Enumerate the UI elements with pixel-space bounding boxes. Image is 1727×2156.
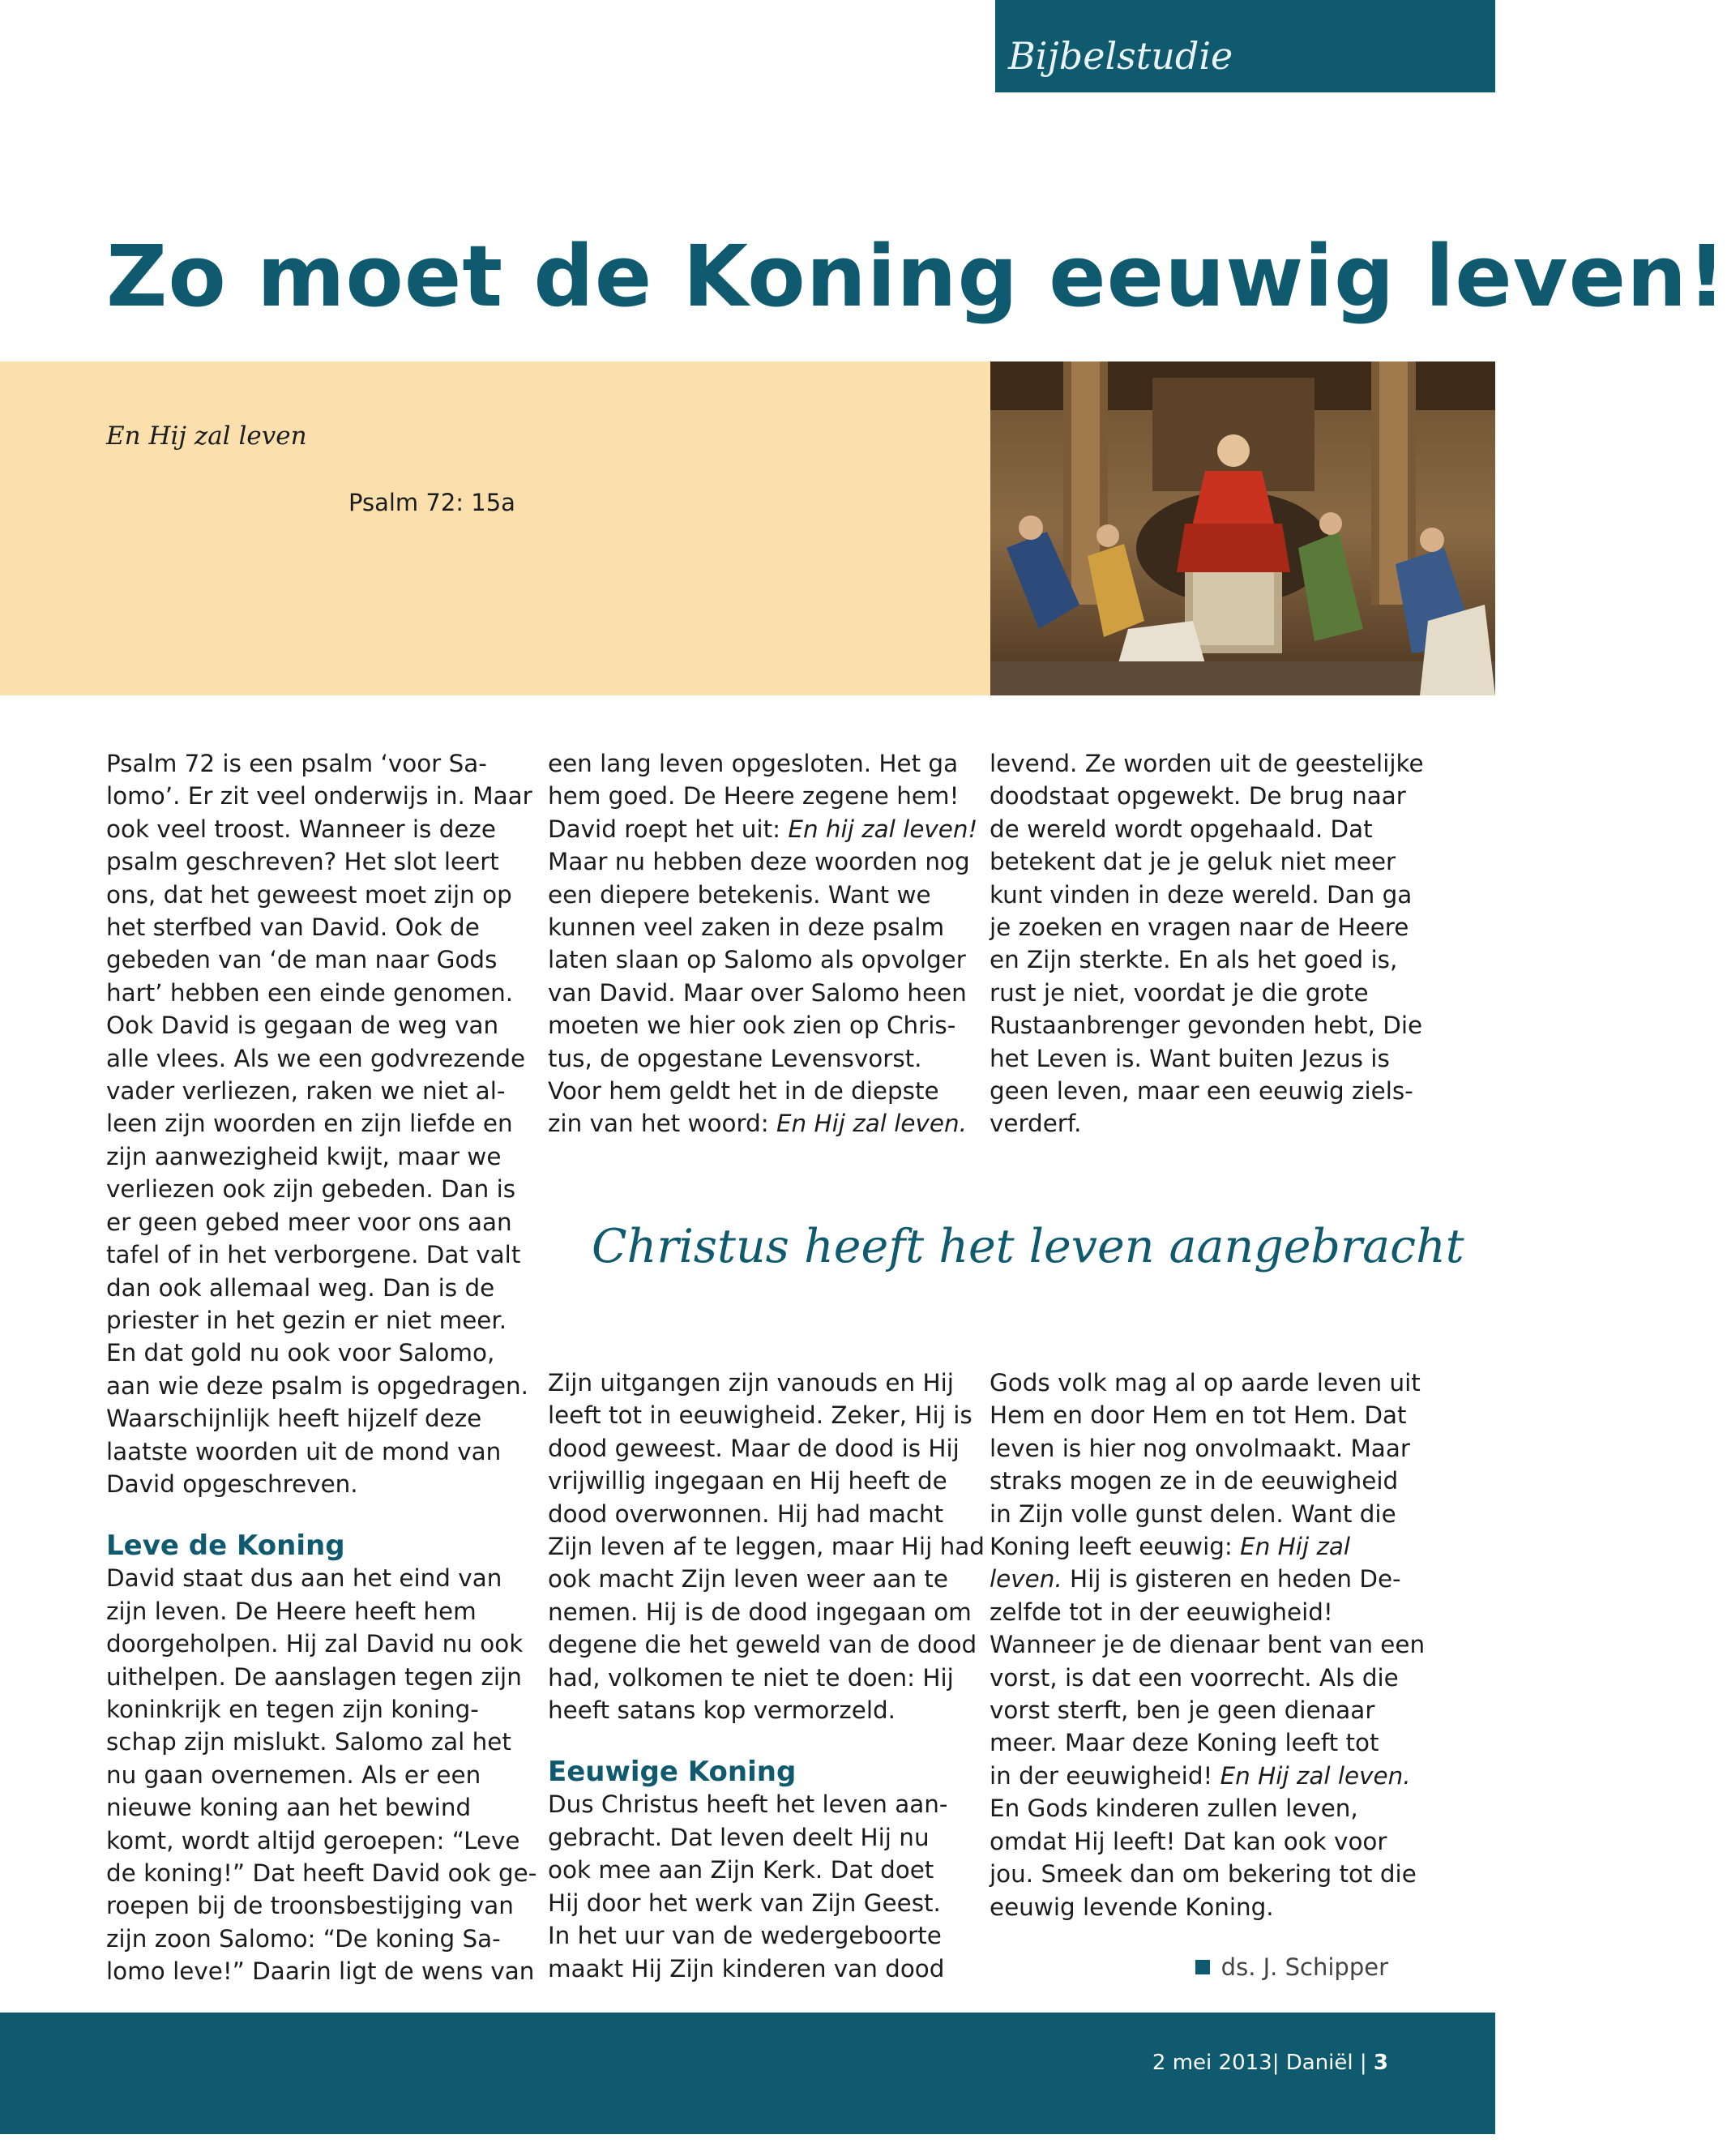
body-line: David opgeschreven. xyxy=(106,1469,358,1498)
body-line: komt, wordt altijd geroepen: “Leve xyxy=(106,1826,520,1854)
footer-info xyxy=(1152,2051,1388,2075)
body-line: Gods volk mag al op aarde leven uit xyxy=(990,1369,1421,1397)
body-line: dan ook allemaal weg. Dan is de xyxy=(106,1273,495,1302)
page-title: Zo moet de Koning eeuwig leven! xyxy=(106,227,1727,326)
body-line: je zoeken en vragen naar de Heere xyxy=(990,913,1409,942)
square-bullet-icon xyxy=(1195,1960,1210,1974)
text-column-4 xyxy=(548,1367,985,1985)
body-line: David staat dus aan het eind van xyxy=(106,1564,502,1593)
body-line: dood geweest. Maar de dood is Hij xyxy=(548,1434,960,1462)
body-line: ook veel troost. Wanneer is deze xyxy=(106,815,496,843)
body-line: geen leven, maar een eeuwig ziels- xyxy=(990,1077,1413,1106)
body-line: en Zijn sterkte. En als het goed is, xyxy=(990,946,1398,974)
body-line: Maar nu hebben deze woorden nog xyxy=(548,848,970,876)
page-number: 3 xyxy=(1373,2051,1388,2075)
body-line: maakt Hij Zijn kinderen van dood xyxy=(548,1954,945,1983)
body-line: vader verliezen, raken we niet al- xyxy=(106,1077,506,1106)
body-line: vrijwillig ingegaan en Hij heeft de xyxy=(548,1467,947,1495)
body-line: ons, dat het geweest moet zijn op xyxy=(106,880,512,909)
body-line: nemen. Hij is de dood ingegaan om xyxy=(548,1598,972,1626)
body-line: En Gods kinderen zullen leven, xyxy=(990,1795,1358,1823)
section-heading: Leve de Koning xyxy=(106,1529,345,1563)
body-line: verliezen ook zijn gebeden. Dan is xyxy=(106,1175,516,1204)
footer-separator: | xyxy=(1359,2051,1367,2075)
body-line: kunnen veel zaken in deze psalm xyxy=(548,913,945,942)
body-line: betekent dat je je geluk niet meer xyxy=(990,848,1396,876)
section-heading: Eeuwige Koning xyxy=(548,1756,797,1789)
body-line: leen zijn woorden en zijn liefde en xyxy=(106,1110,513,1138)
body-line: kunt vinden in deze wereld. Dan ga xyxy=(990,880,1413,909)
painting-image xyxy=(990,361,1495,695)
body-line: laatste woorden uit de mond van xyxy=(106,1437,502,1465)
body-line: lomo leve!” Daarin ligt de wens van xyxy=(106,1957,535,1986)
body-line: Hem en door Hem en tot Hem. Dat xyxy=(990,1401,1407,1430)
body-line: Koning leeft eeuwig: En Hij zal xyxy=(990,1533,1351,1561)
body-line: leeft tot in eeuwigheid. Zeker, Hij is xyxy=(548,1401,973,1430)
body-line: koninkrijk en tegen zijn koning- xyxy=(106,1695,479,1723)
body-line: hart’ hebben een einde genomen. xyxy=(106,978,514,1007)
body-line: ook macht Zijn leven weer aan te xyxy=(548,1565,948,1593)
body-line: lomo’. Er zit veel onderwijs in. Maar xyxy=(106,782,532,811)
body-line: Hij door het werk van Zijn Geest. xyxy=(548,1889,941,1917)
body-line: dood overwonnen. Hij had macht xyxy=(548,1499,944,1528)
body-line: nieuwe koning aan het bewind xyxy=(106,1794,472,1822)
body-line: de wereld wordt opgehaald. Dat xyxy=(990,815,1373,843)
section-tab xyxy=(995,0,1495,92)
body-line: schap zijn mislukt. Salomo zal het xyxy=(106,1728,511,1756)
body-line: verderf. xyxy=(990,1110,1082,1138)
body-line: ook mee aan Zijn Kerk. Dat doet xyxy=(548,1856,934,1884)
painting-throne-icon xyxy=(990,361,1495,695)
quote-reference: Psalm 72: 15a xyxy=(348,489,515,516)
body-line: Voor hem geldt het in de diepste xyxy=(548,1077,939,1106)
body-line: een diepere betekenis. Want we xyxy=(548,880,931,909)
body-line: hem goed. De Heere zegene hem! xyxy=(548,782,960,811)
body-line: Rustaanbrenger gevonden hebt, Die xyxy=(990,1012,1423,1040)
subheading: Christus heeft het leven aangebracht xyxy=(592,1220,1464,1273)
body-line: David roept het uit: En hij zal leven! xyxy=(548,815,978,843)
body-line: straks mogen ze in de eeuwigheid xyxy=(990,1467,1399,1495)
body-line: Ook David is gegaan de weg van xyxy=(106,1012,499,1040)
body-line: moeten we hier ook zien op Chris- xyxy=(548,1012,956,1040)
body-line: En dat gold nu ook voor Salomo, xyxy=(106,1339,495,1367)
body-line: meer. Maar deze Koning leeft tot xyxy=(990,1729,1379,1757)
body-line: In het uur van de wedergeboorte xyxy=(548,1922,942,1950)
body-line: in der eeuwigheid! En Hij zal leven. xyxy=(990,1761,1411,1790)
text-column-3 xyxy=(990,747,1424,1140)
body-line: gebeden van ‘de man naar Gods xyxy=(106,946,498,974)
body-line: vorst sterft, ben je geen dienaar xyxy=(990,1696,1375,1725)
author-name: ds. J. Schipper xyxy=(1220,1953,1388,1981)
body-line: leven is hier nog onvolmaakt. Maar xyxy=(990,1434,1410,1462)
body-line: uithelpen. De aanslagen tegen zijn xyxy=(106,1662,522,1691)
body-line: leven. Hij is gisteren en heden De- xyxy=(990,1565,1401,1593)
body-line: Psalm 72 is een psalm ‘voor Sa- xyxy=(106,750,487,777)
author-signature xyxy=(1195,1953,1388,1981)
body-line: het sterfbed van David. Ook de xyxy=(106,913,480,942)
body-line: heeft satans kop vermorzeld. xyxy=(548,1696,896,1725)
body-line: Dus Christus heeft het leven aan- xyxy=(548,1790,948,1819)
body-line: de koning!” Dat heeft David ook ge- xyxy=(106,1859,537,1887)
body-line: jou. Smeek dan om bekering tot die xyxy=(990,1860,1417,1889)
body-line: doorgeholpen. Hij zal David nu ook xyxy=(106,1630,524,1658)
body-line: het Leven is. Want buiten Jezus is xyxy=(990,1044,1390,1072)
body-line: degene die het geweld van de dood xyxy=(548,1631,977,1659)
body-line: van David. Maar over Salomo heen xyxy=(548,978,967,1007)
body-line: zijn leven. De Heere heeft hem xyxy=(106,1597,477,1625)
body-line: alle vlees. Als we een godvrezende xyxy=(106,1044,526,1072)
body-line: in Zijn volle gunst delen. Want die xyxy=(990,1499,1396,1528)
body-line: omdat Hij leeft! Dat kan ook voor xyxy=(990,1827,1387,1855)
text-column-1 xyxy=(106,747,536,1988)
body-line: priester in het gezin er niet meer. xyxy=(106,1306,507,1334)
footer-date: 2 mei 2013| xyxy=(1152,2051,1280,2075)
body-line: roepen bij de troonsbestijging van xyxy=(106,1892,514,1920)
body-line: psalm geschreven? Het slot leert xyxy=(106,848,499,876)
body-line: zelfde tot in der eeuwigheid! xyxy=(990,1598,1333,1626)
quote-text: En Hij zal leven xyxy=(106,421,307,451)
body-line: aan wie deze psalm is opgedragen. xyxy=(106,1371,528,1400)
body-line: Zijn leven af te leggen, maar Hij had xyxy=(548,1533,985,1561)
text-column-5 xyxy=(990,1367,1425,1923)
quote-band xyxy=(0,361,990,695)
body-line: Zijn uitgangen zijn vanouds en Hij xyxy=(548,1369,954,1397)
body-line: Wanneer je de dienaar bent van een xyxy=(990,1631,1426,1659)
footer-publication: Daniël xyxy=(1285,2051,1353,2075)
body-line: eeuwig levende Koning. xyxy=(990,1893,1274,1921)
body-line: laten slaan op Salomo als opvolger xyxy=(548,946,966,974)
body-line: nu gaan overnemen. Als er een xyxy=(106,1760,481,1789)
body-line: doodstaat opgewekt. De brug naar xyxy=(990,782,1406,811)
body-line: tus, de opgestane Levensvorst. xyxy=(548,1044,922,1072)
body-line: een lang leven opgesloten. Het ga xyxy=(548,750,959,777)
body-line: had, volkomen te niet te doen: Hij xyxy=(548,1663,954,1692)
body-line: Waarschijnlijk heeft hijzelf deze xyxy=(106,1405,482,1433)
body-line: tafel of in het verborgene. Dat valt xyxy=(106,1241,521,1269)
body-line: rust je niet, voordat je die grote xyxy=(990,978,1369,1007)
body-line: vorst, is dat een voorrecht. Als die xyxy=(990,1663,1399,1692)
body-line: er geen gebed meer voor ons aan xyxy=(106,1208,512,1236)
body-line: zin van het woord: En Hij zal leven. xyxy=(548,1110,967,1138)
body-line: gebracht. Dat leven deelt Hij nu xyxy=(548,1823,930,1851)
text-column-2 xyxy=(548,747,977,1140)
body-line: levend. Ze worden uit de geestelijke xyxy=(990,750,1424,777)
body-line: zijn aanwezigheid kwijt, maar we xyxy=(106,1142,502,1170)
section-label: Bijbelstudie xyxy=(1008,34,1233,78)
body-line: zijn zoon Salomo: “De koning Sa- xyxy=(106,1924,501,1953)
